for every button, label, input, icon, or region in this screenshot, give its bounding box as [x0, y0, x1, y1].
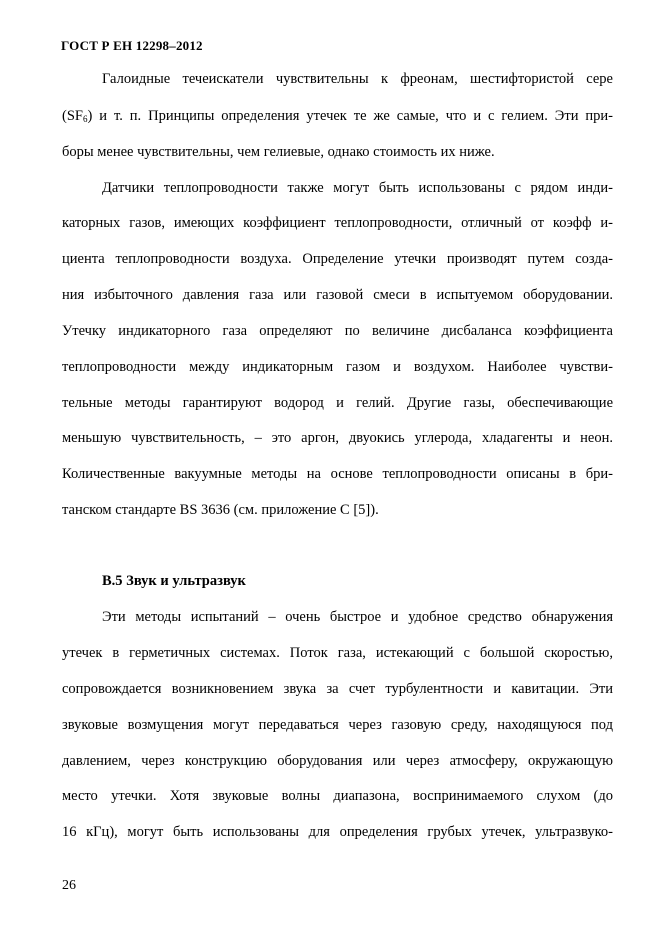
paragraph-2-line-5: Утечку индикаторного газа определяют по величине дисбаланса коэффициента: [62, 323, 613, 339]
paragraph-2-line-4: ния избыточного давления газа или газовой смеси в испытуемом оборудовании.: [62, 287, 613, 303]
paragraph-3-line-2: утечек в герметичных системах. Поток газа, истекающий с большой скоростью,: [62, 645, 613, 661]
paragraph-1-line-1: Галоидные течеискатели чувствительны к фреонам, шестифтористой сере: [102, 71, 613, 87]
paragraph-2-line-9: Количественные вакуумные методы на основе теплопроводности описаны в бри-: [62, 466, 613, 482]
formula-prefix: (SF: [62, 108, 83, 124]
document-header: ГОСТ Р ЕН 12298–2012: [61, 38, 203, 53]
paragraph-1-line-2: [62, 106, 613, 129]
paragraph-3-line-7: 16 кГц), могут быть использованы для определения грубых утечек, ультразвуко-: [62, 824, 613, 840]
paragraph-1-line-3: боры менее чувствительны, чем гелиевые, однако стоимость их ниже.: [62, 144, 495, 160]
page-number: 26: [62, 878, 76, 893]
paragraph-3-line-5: давлением, через конструкцию оборудования или через атмосферу, окружающую: [62, 753, 613, 769]
paragraph-2-line-3: циента теплопроводности воздуха. Определение утечки производят путем созда-: [62, 251, 613, 267]
paragraph-2-line-8: меньшую чувствительность, – это аргон, двуокись углерода, хладагенты и неон.: [62, 430, 613, 446]
paragraph-3-line-4: звуковые возмущения могут передаваться через газовую среду, находящуюся под: [62, 717, 613, 733]
paragraph-2-line-2: каторных газов, имеющих коэффициент теплопроводности, отличный от коэфф и-: [62, 215, 613, 231]
paragraph-2-line-10: танском стандарте BS 3636 (см. приложение С [5]).: [62, 502, 379, 518]
paragraph-3-line-1: Эти методы испытаний – очень быстрое и удобное средство обнаружения: [102, 609, 613, 625]
paragraph-1-line-2-text: ) и т. п. Принципы определения утечек те же самые, что и с гелием. Эти при-: [87, 108, 613, 124]
paragraph-2-line-6: теплопроводности между индикаторным газом и воздухом. Наиболее чувстви-: [62, 359, 613, 375]
paragraph-2-line-7: тельные методы гарантируют водород и гелий. Другие газы, обеспечивающие: [62, 395, 613, 411]
section-title: В.5 Звук и ультразвук: [102, 573, 246, 589]
formula-subscript: 6: [82, 114, 88, 124]
paragraph-3-line-3: сопровождается возникновением звука за счет турбулентности и кавитации. Эти: [62, 681, 613, 697]
paragraph-2-line-1: Датчики теплопроводности также могут быть использованы с рядом инди-: [102, 180, 613, 196]
paragraph-3-line-6: место утечки. Хотя звуковые волны диапазона, воспринимаемого слухом (до: [62, 788, 613, 804]
